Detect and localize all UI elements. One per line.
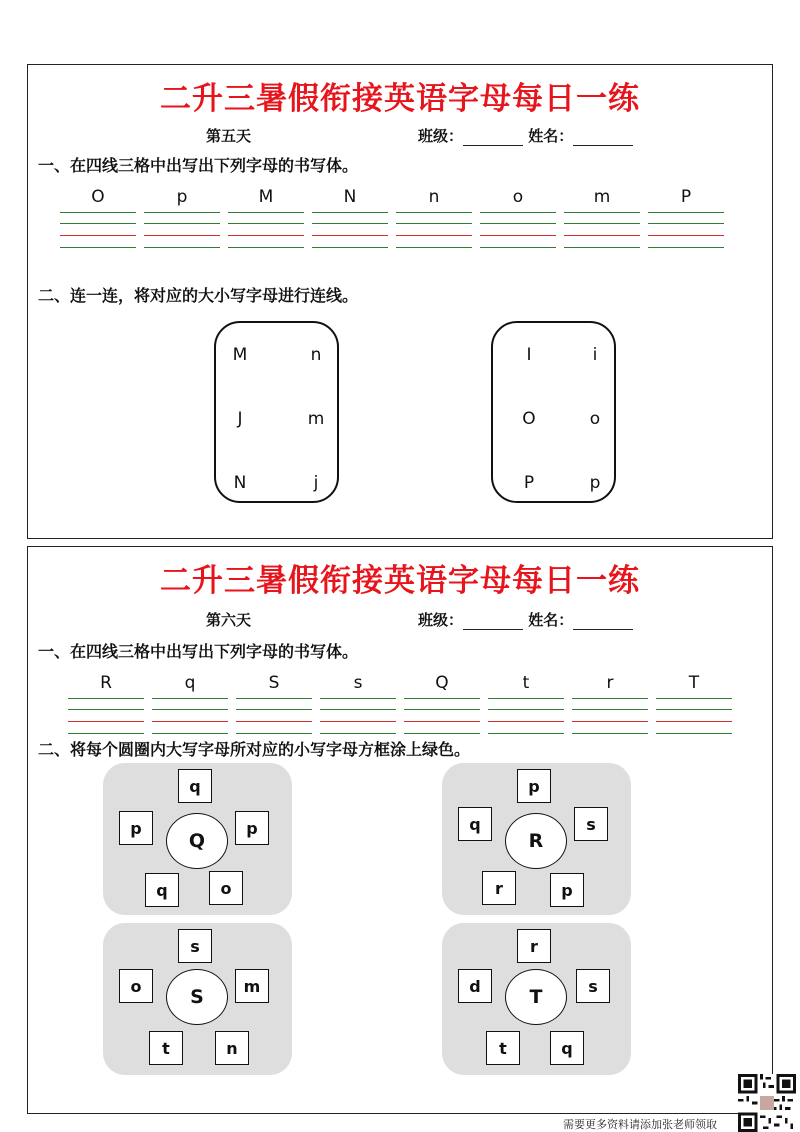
name-blank[interactable] bbox=[573, 629, 633, 630]
letter: m bbox=[593, 187, 611, 207]
center-uppercase: T bbox=[505, 969, 567, 1025]
name-label: 姓名： bbox=[528, 127, 574, 145]
center-uppercase: S bbox=[166, 969, 228, 1025]
letter-cell[interactable] bbox=[60, 187, 136, 251]
letter: T bbox=[688, 673, 700, 693]
day-label: 第五天 bbox=[206, 127, 252, 145]
option-box[interactable]: p bbox=[550, 873, 584, 907]
class-blank[interactable] bbox=[463, 629, 523, 630]
letter-cell[interactable] bbox=[564, 187, 640, 251]
lowercase-letter[interactable]: p bbox=[589, 473, 601, 493]
class-field bbox=[418, 125, 633, 146]
letter-cluster-Q bbox=[103, 763, 292, 915]
letter-cell[interactable] bbox=[144, 187, 220, 251]
letter: P bbox=[680, 187, 692, 207]
worksheet-day6 bbox=[27, 546, 773, 1114]
letter: Q bbox=[435, 673, 449, 693]
lowercase-letter[interactable]: m bbox=[307, 409, 325, 429]
letter: M bbox=[258, 187, 274, 207]
matching-box-2 bbox=[491, 321, 616, 503]
lowercase-letter[interactable]: i bbox=[592, 345, 598, 365]
class-label: 班级： bbox=[418, 127, 464, 145]
letter-cell[interactable] bbox=[228, 187, 304, 251]
section-1-heading: 一、在四线三格中出写出下列字母的书写体。 bbox=[38, 642, 359, 661]
uppercase-letter[interactable]: N bbox=[233, 473, 247, 493]
option-box[interactable]: s bbox=[574, 807, 608, 841]
name-label: 姓名： bbox=[528, 611, 574, 629]
option-box[interactable]: q bbox=[178, 769, 212, 803]
option-box[interactable]: n bbox=[215, 1031, 249, 1065]
section-1-heading: 一、在四线三格中出写出下列字母的书写体。 bbox=[38, 156, 359, 175]
letter-cell[interactable] bbox=[488, 673, 564, 737]
letter: O bbox=[91, 187, 105, 207]
four-line-grid-row bbox=[28, 673, 774, 737]
letter-cell[interactable] bbox=[320, 673, 396, 737]
uppercase-letter[interactable]: P bbox=[523, 473, 535, 493]
uppercase-letter[interactable]: J bbox=[237, 409, 243, 429]
lowercase-letter[interactable]: j bbox=[313, 473, 319, 493]
option-box[interactable]: m bbox=[235, 969, 269, 1003]
letter: N bbox=[343, 187, 357, 207]
lowercase-letter[interactable]: o bbox=[589, 409, 601, 429]
letter: q bbox=[184, 673, 196, 693]
class-field bbox=[418, 609, 633, 630]
letter-cell[interactable] bbox=[656, 673, 732, 737]
uppercase-letter[interactable]: M bbox=[232, 345, 248, 365]
option-box[interactable]: q bbox=[550, 1031, 584, 1065]
letter-cell[interactable] bbox=[572, 673, 648, 737]
option-box[interactable]: q bbox=[145, 873, 179, 907]
letter-cell[interactable] bbox=[648, 187, 724, 251]
uppercase-letter[interactable]: I bbox=[526, 345, 532, 365]
four-line-grid-row bbox=[28, 187, 774, 251]
center-uppercase: R bbox=[505, 813, 567, 869]
option-box[interactable]: d bbox=[458, 969, 492, 1003]
footer-note: 需要更多资料请添加张老师领取 bbox=[563, 1118, 717, 1131]
letter: r bbox=[606, 673, 614, 693]
option-box[interactable]: q bbox=[458, 807, 492, 841]
letter-cell[interactable] bbox=[396, 187, 472, 251]
option-box[interactable]: p bbox=[119, 811, 153, 845]
section-2-heading: 二、连一连，将对应的大小写字母进行连线。 bbox=[38, 286, 359, 305]
letter-cell[interactable] bbox=[480, 187, 556, 251]
option-box[interactable]: r bbox=[482, 871, 516, 905]
letter-cluster-T bbox=[442, 923, 631, 1075]
option-box[interactable]: r bbox=[517, 929, 551, 963]
uppercase-letter[interactable]: O bbox=[522, 409, 536, 429]
letter: o bbox=[512, 187, 524, 207]
option-box[interactable]: t bbox=[486, 1031, 520, 1065]
worksheet-title: 二升三暑假衔接英语字母每日一练 bbox=[160, 81, 640, 117]
option-box[interactable]: p bbox=[235, 811, 269, 845]
option-box[interactable]: t bbox=[149, 1031, 183, 1065]
letter-cell[interactable] bbox=[236, 673, 312, 737]
letter-cell[interactable] bbox=[68, 673, 144, 737]
section-2-heading: 二、将每个圆圈内大写字母所对应的小写字母方框涂上绿色。 bbox=[38, 740, 471, 759]
letter-cell[interactable] bbox=[312, 187, 388, 251]
worksheet-title: 二升三暑假衔接英语字母每日一练 bbox=[160, 563, 640, 599]
name-blank[interactable] bbox=[573, 145, 633, 146]
center-uppercase: Q bbox=[166, 813, 228, 869]
letter: t bbox=[522, 673, 530, 693]
qr-code-icon[interactable] bbox=[737, 1074, 797, 1132]
lowercase-letter[interactable]: n bbox=[310, 345, 322, 365]
option-box[interactable]: p bbox=[517, 769, 551, 803]
letter: R bbox=[100, 673, 112, 693]
letter-cluster-R bbox=[442, 763, 631, 915]
option-box[interactable]: s bbox=[178, 929, 212, 963]
option-box[interactable]: o bbox=[119, 969, 153, 1003]
letter-cell[interactable] bbox=[404, 673, 480, 737]
letter-cell[interactable] bbox=[152, 673, 228, 737]
matching-box-1 bbox=[214, 321, 339, 503]
letter-cluster-S bbox=[103, 923, 292, 1075]
letter: n bbox=[428, 187, 440, 207]
class-blank[interactable] bbox=[463, 145, 523, 146]
option-box[interactable]: s bbox=[576, 969, 610, 1003]
letter: p bbox=[176, 187, 188, 207]
letter: S bbox=[268, 673, 280, 693]
letter: s bbox=[353, 673, 363, 693]
option-box[interactable]: o bbox=[209, 871, 243, 905]
worksheet-day5 bbox=[27, 64, 773, 539]
day-label: 第六天 bbox=[206, 611, 252, 629]
class-label: 班级： bbox=[418, 611, 464, 629]
